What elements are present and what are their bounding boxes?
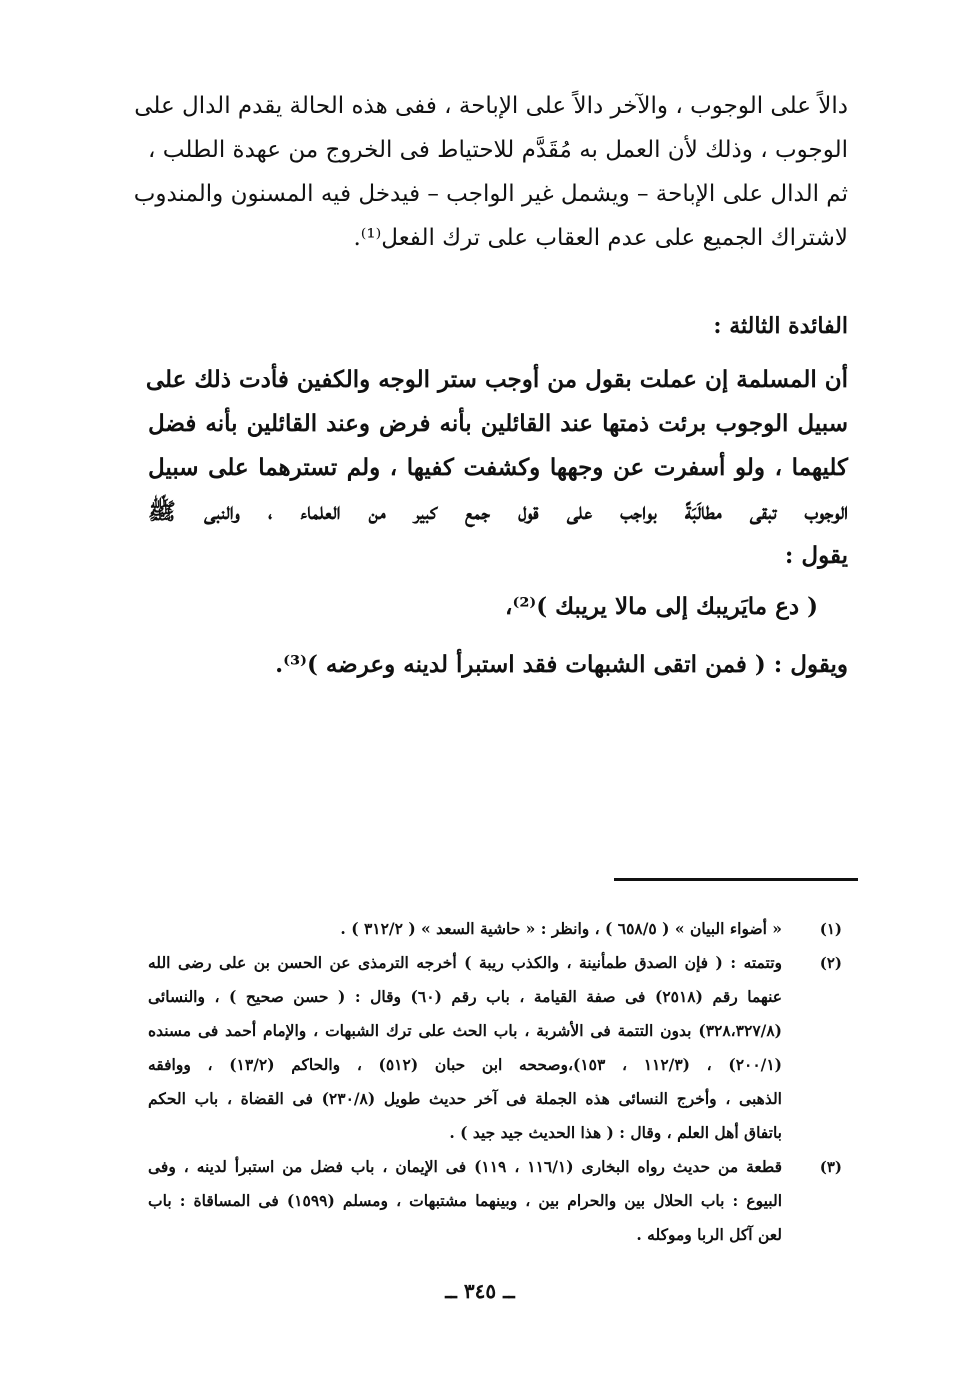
text-line: يقول : <box>784 542 848 569</box>
text-line: ثم الدال على الإباحة – ويشمل غير الواجب – فيدخل فيه المسنون والمندوب <box>133 181 848 207</box>
footnote-line: « أضواء البيان » ( ٦٥٨/٥ ) ، وانظر : « حاشية السعد » ( ٣١٢/٢ ) . <box>340 919 782 938</box>
footnote-line: قطعة من حديث رواه البخارى (١١٦/١ ، ١١٩) فى الإيمان ، باب فضل من استبرأ لدينه ، وفى <box>148 1157 782 1176</box>
footnote-body <box>148 946 782 1150</box>
footnote-line: وتتمته : ( فإن الصدق طمأنينة ، والكذب ريبة ) أخرجه الترمذى عن الحسن بن على رضى الله <box>148 953 782 972</box>
footnote-number: (٢) <box>819 954 842 972</box>
text-line: أن المسلمة إن عملت بقول من أوجب ستر الوجه والكفين فأدت ذلك على <box>145 366 848 393</box>
footnote-line: (٢٠٠/١) ، (١١٢/٣ ، ١٥٣)،وصححه ابن حبان (٥١٢) ، والحاكم (١٣/٢) ، ووافقه <box>148 1055 783 1074</box>
footnote-separator <box>614 878 858 881</box>
page-number: ــ ٣٤٥ ــ <box>445 1279 515 1303</box>
paragraph-2 <box>145 358 848 578</box>
hadith-quote-2: ويقول : ( فمن اتقى الشبهات فقد استبرأ لدينه وعرضه )⁽³⁾. <box>275 651 848 678</box>
footnote-line: الذهبى ، وأخرج النسائى هذه الجملة فى آخر حديث طويل (٢٣٠/٨) فى القضاة ، باب الحكم <box>148 1089 782 1108</box>
hadith-quote-1: ( دع مايَريبك إلى مالا يريبك )⁽²⁾، <box>505 593 818 620</box>
footnote-3 <box>148 1150 848 1252</box>
footnote-line: (٣٢٨،٣٢٧/٨) بدون التتمة فى الأشربة ، باب الحث على ترك الشبهات ، والإمام أحمد فى مسنده <box>148 1021 782 1040</box>
text-line: كليهما ، ولو أسفرت عن وجهها وكشفت كفيها ، ولم تسترهما على سبيل <box>148 454 848 481</box>
footnote-line: لعن آكل الربا وموكله . <box>636 1225 782 1244</box>
text-line: الوجوب تبقى مطالَبَةً بواجب على قول جمع كبير من العلماء ، والنبى ﷺ <box>148 498 848 525</box>
footnote-2 <box>148 946 848 1150</box>
footnote-number: (٣) <box>819 1158 842 1176</box>
text-line: لاشتراك الجميع على عدم العقاب على ترك الفعل⁽¹⁾. <box>353 225 848 251</box>
footnote-line: باتفاق أهل العلم ، وقال : ( هذا الحديث جيد جيد ) . <box>449 1123 782 1142</box>
text-line: دالاً على الوجوب ، والآخر دالاً على الإباحة ، ففى هذه الحالة يقدم الدال على <box>134 93 848 119</box>
paragraph-1 <box>133 84 848 260</box>
footnote-body <box>148 1150 782 1252</box>
footnote-line: البيوع : باب الحلال بين والحرام بين ، وبينهما مشتبهات ، ومسلم (١٥٩٩) فى المساقاة : باب <box>148 1191 782 1210</box>
footnote-number: (١) <box>819 920 842 938</box>
footnotes <box>148 912 848 1252</box>
footnote-1 <box>148 912 848 946</box>
footnote-body <box>148 912 782 946</box>
section-heading: الفائدة الثالثة : <box>713 313 848 339</box>
footnote-line: عنهما رقم (٢٥١٨) فى صفة القيامة ، باب رقم (٦٠) وقال : ( حسن صحيح ) ، والنسائى <box>148 987 783 1006</box>
text-line: سبيل الوجوب برئت ذمتها عند القائلين بأنه فرض وعند القائلين بأنه فضل <box>148 410 848 437</box>
text-line: الوجوب ، وذلك لأن العمل به مُقَدَّم للاحتياط فى الخروج من عهدة الطلب ، <box>148 137 848 163</box>
